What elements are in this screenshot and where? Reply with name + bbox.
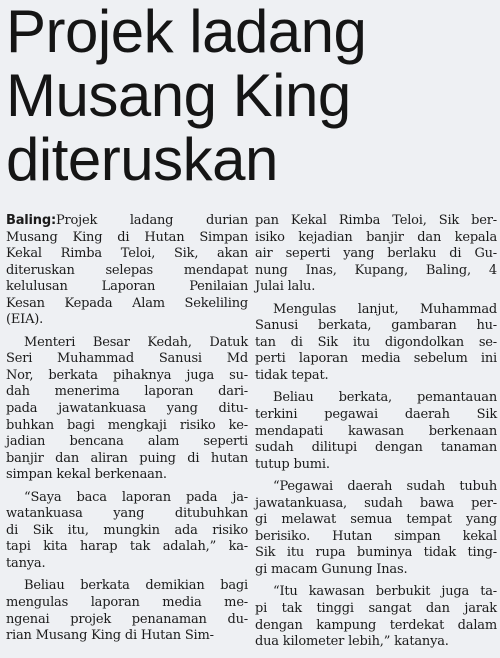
article-line: dua kilometer lebih,” katanya.: [255, 634, 449, 650]
article-line: diteruskan selepas mendapat: [6, 262, 248, 278]
article-line: Mengulas lanjut, Muhammad: [273, 301, 497, 317]
article-line: pan Kekal Rimba Teloi, Sik ber-: [255, 213, 497, 228]
article-line: ngenai projek penanaman du-: [6, 611, 248, 627]
article-paragraph: [255, 302, 497, 385]
article-line: dengan kampung terdekat dalam: [255, 617, 497, 633]
article-line: tidak tepat.: [255, 367, 329, 383]
article-line: jadian bencana alam seperti: [6, 434, 248, 450]
article-line: watankuasa yang ditubuhkan: [6, 506, 248, 522]
article-paragraph: [6, 213, 248, 329]
article-line: banjir dan aliran puing di hutan: [6, 450, 248, 466]
dateline: Baling:: [6, 213, 56, 228]
article-line: “Itu kawasan berbukit juga ta-: [273, 584, 497, 600]
headline-line: Musang King: [6, 62, 351, 129]
article-paragraph: [6, 335, 248, 484]
article-paragraph: [6, 490, 248, 573]
article-line: (EIA).: [6, 312, 44, 328]
article-line: dah menerima laporan dari-: [6, 384, 248, 400]
article-line: tutup bumi.: [255, 456, 330, 472]
article-line: simpan kekal berkenaan.: [6, 467, 167, 483]
article-paragraph: [255, 584, 497, 650]
article-line: jawatankuasa, sudah bawa per-: [255, 495, 497, 511]
article-line: mengulas laporan media me-: [6, 595, 248, 611]
article-line: Beliau berkata, pemantauan: [273, 390, 497, 406]
article-paragraph: [6, 578, 248, 644]
article-line: tanya.: [6, 555, 46, 571]
article-line: perti laporan media sebelum ini: [255, 351, 497, 367]
article-line: Seri Muhammad Sanusi Md: [6, 351, 248, 367]
article-line: kelulusan Laporan Penilaian: [6, 279, 248, 295]
article-line: “Saya baca laporan pada ja-: [24, 489, 248, 505]
article-line: gi macam Gunung Inas.: [255, 561, 408, 577]
headline-line: Projek ladang: [6, 0, 367, 65]
article-line: Kekal Rimba Teloi, Sik, akan: [6, 246, 248, 262]
article-column-left: [6, 213, 248, 645]
article-paragraph: [255, 390, 497, 473]
article-line: Nor, berkata pihaknya juga su-: [6, 367, 248, 383]
article-line: Beliau berkata demikian bagi: [24, 578, 248, 594]
article-line: Kesan Kepada Alam Sekeliling: [6, 295, 248, 311]
article-line: air seperti yang berlaku di Gu-: [255, 246, 497, 262]
article-line: gi melawat semua tempat yang: [255, 512, 497, 528]
article-line: isiko kejadian banjir dan kepala: [255, 229, 497, 245]
article-line: pada jawatankuasa yang ditu-: [6, 401, 248, 417]
article-line: di Sik itu, mungkin ada risiko: [6, 522, 248, 538]
article-line: mendapati kawasan berkenaan: [255, 423, 497, 439]
article-line: Musang King di Hutan Simpan: [6, 229, 248, 245]
article-paragraph: [255, 479, 497, 578]
article-column-right: [255, 213, 497, 651]
article-line: Menteri Besar Kedah, Datuk: [24, 334, 248, 350]
article-line: [6, 213, 248, 230]
article-line: buhkan bagi mengkaji risiko ke-: [6, 417, 248, 433]
article-line: terkini pegawai daerah Sik: [255, 407, 497, 423]
article-line: berisiko. Hutan simpan kekal: [255, 528, 497, 544]
article-line: Julai lalu.: [255, 279, 316, 295]
article-line: sudah dilitupi dengan tanaman: [255, 440, 497, 456]
article-line: “Pegawai daerah sudah tubuh: [273, 479, 497, 495]
headline: [6, 0, 494, 192]
article-line: pi tak tinggi sangat dan jarak: [255, 601, 497, 617]
article-paragraph: [255, 213, 497, 296]
article-line: Sanusi berkata, gambaran hu-: [255, 318, 497, 334]
article-line: Sik itu rupa buminya tidak ting-: [255, 545, 497, 561]
headline-line: diteruskan: [6, 126, 278, 193]
article-line: rian Musang King di Hutan Sim-: [6, 628, 214, 644]
article-line: tapi kita harap tak adalah,” ka-: [6, 539, 248, 555]
article-line: nung Inas, Kupang, Baling, 4: [255, 262, 497, 278]
article-line-text: Projek ladang durian: [55, 213, 248, 228]
article-line: tan di Sik itu digondolkan se-: [255, 334, 497, 350]
